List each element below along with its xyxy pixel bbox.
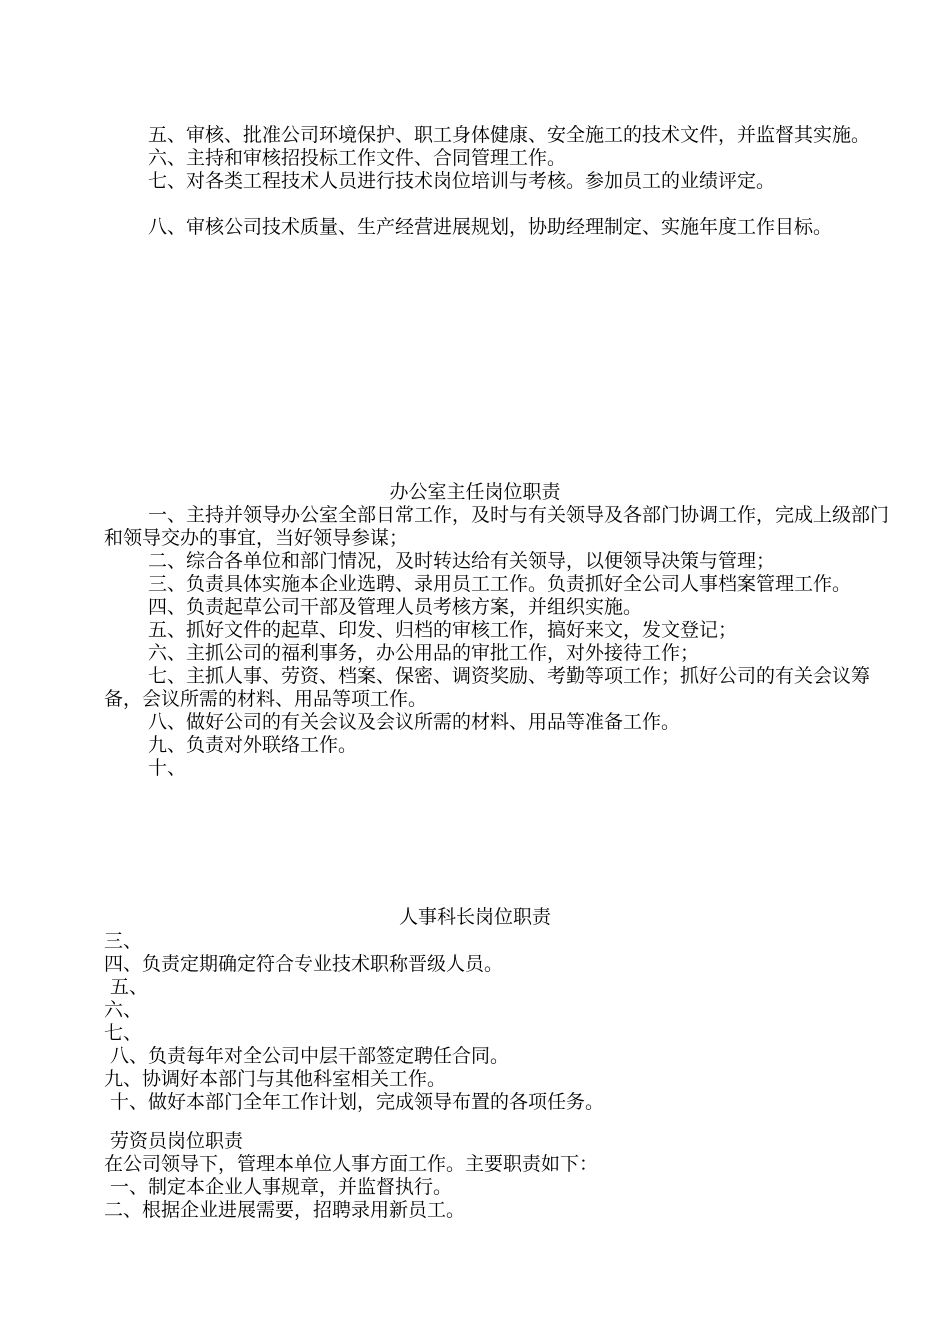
paragraph: 八、做好公司的有关会议及会议所需的材料、用品等准备工作。: [148, 711, 681, 733]
office-director-title: 办公室主任岗位职责: [389, 481, 561, 503]
paragraph: 一、主持并领导办公室全部日常工作，及时与有关领导及各部门协调工作，完成上级部门和领导交办的事宜，当好领导参谋；: [104, 504, 890, 549]
list-item: 五、: [104, 976, 149, 998]
list-item: 九、协调好本部门与其他科室相关工作。: [104, 1068, 447, 1090]
list-item: 十、做好本部门全年工作计划，完成领导布置的各项任务。: [104, 1091, 605, 1113]
labor-clerk-title: 劳资员岗位职责: [104, 1130, 244, 1152]
section-labor-clerk: [104, 1130, 894, 1222]
section-office-director: [104, 504, 894, 780]
paragraph: 五、抓好文件的起草、印发、归档的审核工作，搞好来文，发文登记；: [148, 619, 738, 641]
section-technical-duties: [104, 124, 894, 239]
paragraph: 二、综合各单位和部门情况，及时转达给有关领导，以便领导决策与管理；: [148, 550, 776, 572]
list-item: 七、: [104, 1022, 143, 1044]
section-hr-chief: [104, 930, 894, 1114]
paragraph: 在公司领导下，管理本单位人事方面工作。主要职责如下：: [104, 1153, 599, 1175]
paragraph: 七、对各类工程技术人员进行技术岗位培训与考核。参加员工的业绩评定。: [148, 170, 776, 192]
hr-chief-title: 人事科长岗位职责: [398, 906, 551, 928]
list-item: 八、负责每年对全公司中层干部签定聘任合同。: [104, 1045, 510, 1067]
paragraph: 九、负责对外联络工作。: [148, 734, 358, 756]
paragraph: 四、负责起草公司干部及管理人员考核方案，并组织实施。: [148, 596, 643, 618]
list-item: 一、制定本企业人事规章，并监督执行。: [104, 1176, 453, 1198]
paragraph: 六、主持和审核招投标工作文件、合同管理工作。: [148, 147, 567, 169]
list-item: 六、: [104, 999, 143, 1021]
paragraph: 八、审核公司技术质量、生产经营进展规划，协助经理制定、实施年度工作目标。: [148, 216, 833, 238]
paragraph: 十、: [148, 757, 187, 779]
paragraph: 七、主抓人事、劳资、档案、保密、调资奖励、考勤等项工作；抓好公司的有关会议筹备，会议所需的材料、用品等项工作。: [104, 665, 871, 710]
list-item: 二、根据企业进展需要，招聘录用新员工。: [104, 1199, 466, 1221]
list-item: 四、负责定期确定符合专业技术职称晋级人员。: [104, 953, 504, 975]
paragraph: 三、负责具体实施本企业选聘、录用员工工作。负责抓好全公司人事档案管理工作。: [148, 573, 852, 595]
list-item: 三、: [104, 930, 143, 952]
paragraph: 六、主抓公司的福利事务，办公用品的审批工作，对外接待工作；: [148, 642, 700, 664]
paragraph: 五、审核、批准公司环境保护、职工身体健康、安全施工的技术文件，并监督其实施。: [148, 124, 871, 146]
